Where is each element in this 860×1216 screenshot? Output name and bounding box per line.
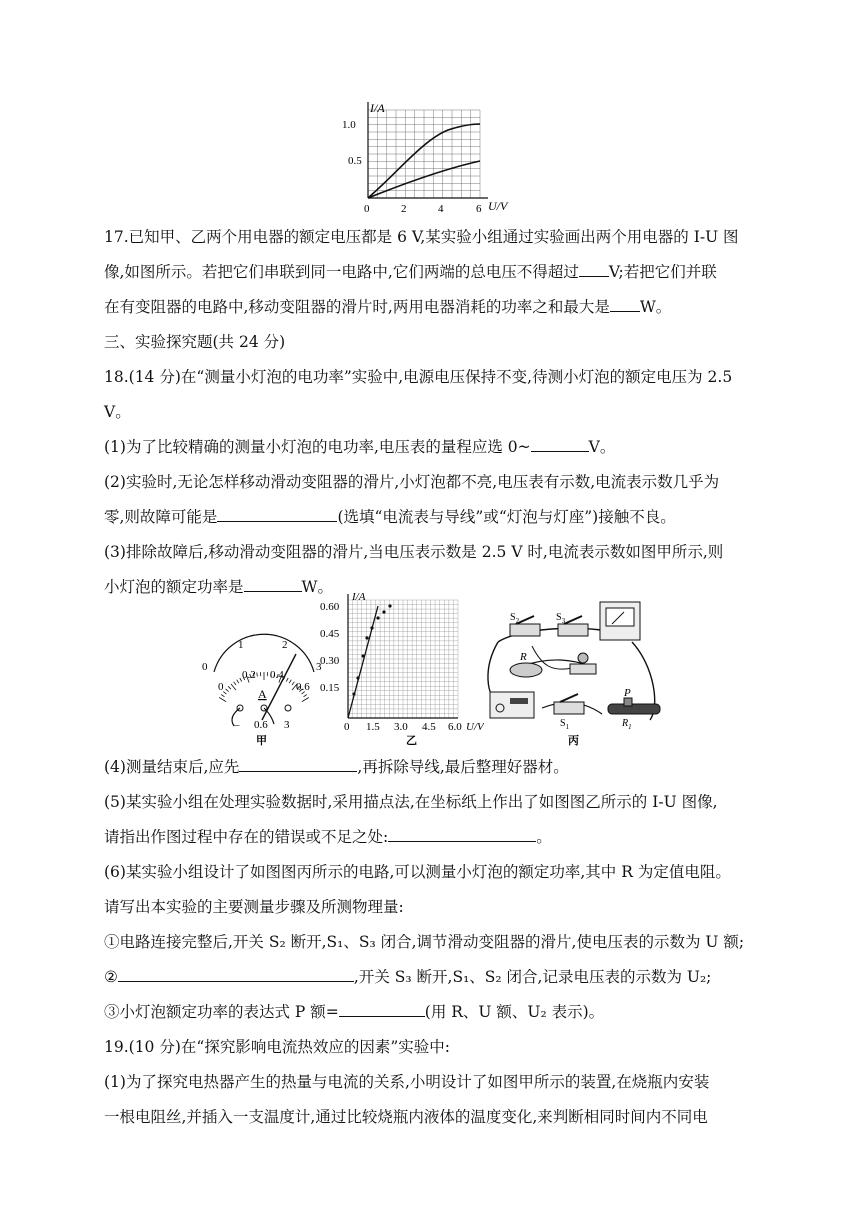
data-point [382,610,385,613]
answer-blank[interactable] [579,262,609,277]
q18-p4-text: (4)测量结束后,应先 [104,758,240,776]
q17-line3-text: 在有变阻器的电路中,移动变阻器的滑片时,两用电器消耗的功率之和最大是 [104,298,610,316]
circuit-figure-bing [482,596,668,746]
data-point [376,616,379,619]
q18-step3-tail: (用 R、U 额、U₂ 表示)。 [424,1003,605,1021]
switch-s2 [510,624,540,636]
x-tick: 2 [401,203,407,215]
switch-s3 [558,624,588,636]
scale-top-label: 2 [282,639,288,651]
q18-step2-text: ,开关 S₃ 断开,S₁、S₂ 闭合,记录电压表的示数为 U₂; [353,968,712,986]
q18-p5a: (5)某实验小组在处理实验数据时,采用描点法,在坐标纸上作出了如图图乙所示的 I-U 图像, [104,793,718,811]
power-supply [490,692,534,718]
q17-line2-text: 像,如图所示。若把它们串联到同一电路中,它们两端的总电压不得超过 [104,263,579,281]
x-axis-label: U/V [488,199,508,213]
q18-step2-num: ② [104,968,118,986]
lamp-holder [570,664,596,674]
scale-tick [292,682,294,685]
scale-tick [286,678,288,682]
x-axis-label: U/V [466,721,484,733]
scale-tick [223,692,226,695]
ammeter-needle [262,654,296,720]
x-tick: 0 [344,721,350,733]
q17-line2 [104,262,764,282]
terminal [285,705,291,711]
scale-bottom-label: 0 [218,681,224,693]
q18-p4-tail: ,再拆除导线,最后整理好器材。 [357,758,569,776]
x-tick: 0 [364,203,370,215]
scale-tick [231,684,236,690]
q18-step3-text: ③小灯泡额定功率的表达式 P 额= [104,1003,339,1021]
q17-line1: 17.已知甲、乙两个用电器的额定电压都是 6 V,某实验小组通过实验画出两个用电器的 I-U 图 [104,228,739,246]
data-point [365,636,368,639]
component-label: R [520,651,527,663]
scale-tick [302,698,309,702]
answer-blank[interactable] [610,297,640,312]
answer-blank[interactable] [217,507,337,522]
y-tick: 1.0 [342,119,356,131]
scale-top-label: 0 [202,661,208,673]
terminal-label: 3 [284,719,290,731]
rheostat-r1 [608,704,660,714]
q18-p3a: (3)排除故障后,移动滑动变阻器的滑片,当电压表示数是 2.5 V 时,电流表示数如图甲所示,则 [104,543,724,561]
y-tick: 0.60 [320,601,340,613]
x-tick: 1.5 [366,721,380,733]
scale-bottom-label: 0.6 [296,681,310,693]
y-tick: 0.5 [348,155,362,167]
data-point [352,692,355,695]
figure-caption: 丙 [568,735,579,746]
q18-p1-tail: V。 [588,438,616,456]
q18-p1 [104,437,764,457]
y-tick: 0.45 [320,628,340,640]
q19-line1: 19.(10 分)在“探究影响电流热效应的因素”实验中: [104,1038,450,1056]
q18-line1: 18.(14 分)在“测量小灯泡的电功率”实验中,电源电压保持不变,待测小灯泡的额定电压为 2.5 [104,368,733,386]
figure-caption: 甲 [256,735,267,746]
component-label: P [624,687,631,699]
q18-p3c-text: W。 [301,578,333,596]
x-tick: 4 [438,203,444,215]
q19-line2: (1)为了探究电热器产生的热量与电流的关系,小明设计了如图甲所示的装置,在烧瓶内安装 [104,1073,710,1091]
q18-p5c-text: 。 [536,828,552,846]
x-tick: 6 [476,203,482,215]
scale-top-label: 1 [238,639,244,651]
scale-tick [221,695,224,697]
resistor-r [510,663,542,677]
component-label: $R_1$ [622,718,632,731]
scale-tick [234,682,236,685]
scale-tick [304,695,307,697]
component-label: $S_3$ [556,612,566,625]
slider-p [624,698,632,706]
figure-caption: 乙 [406,735,417,746]
answer-blank[interactable] [244,577,302,592]
q18-p2a: (2)实验时,无论怎样移动滑动变阻器的滑片,小灯泡都不亮,电压表有示数,电流表示数几乎为 [104,473,720,491]
y-tick: 0.30 [320,655,340,667]
section-heading: 三、实验探究题(共 24 分) [104,333,286,351]
q17-line3-tail: W。 [639,298,672,316]
q18-line1b: V。 [104,403,131,421]
y-tick: 0.15 [320,682,340,694]
scale-tick [237,680,239,684]
answer-blank[interactable] [118,967,354,982]
q18-p1-text: (1)为了比较精确的测量小灯泡的电功率,电压表的量程应选 0~ [104,438,531,456]
scale-bottom-label: 0.4 [270,669,284,681]
q18-p2c-text: (选填“电流表与导线”或“灯泡与灯座”)接触不良。 [337,508,676,526]
data-point [388,604,391,607]
scale-tick [257,673,258,677]
q18-p6b: 请写出本实验的主要测量步骤及所测物理量: [104,898,404,916]
lamp-bulb [578,653,588,663]
scale-arc [214,634,314,672]
answer-blank[interactable] [239,757,357,772]
data-point [356,676,359,679]
ammeter-figure-jia [196,628,326,746]
component-label: $S_1$ [560,718,570,731]
q18-step2 [104,967,764,987]
data-point [370,626,373,629]
q18-step1: ①电路连接完整后,开关 S₂ 断开,S₁、S₃ 闭合,调节滑动变阻器的滑片,使电压表的示数为 U 额; [104,933,745,951]
answer-blank[interactable] [388,827,536,842]
y-axis-label: I/A [370,101,385,115]
q18-p5b-text: 请指出作图过程中存在的错误或不足之处: [104,828,389,846]
scale-bottom-label: 0.2 [242,669,256,681]
q18-p2b [104,507,764,527]
q18-p6a: (6)某实验小组设计了如图图丙所示的电路,可以测量小灯泡的额定功率,其中 R 为定值电阻。 [104,863,731,881]
scale-tick [228,686,231,689]
scale-tick [289,680,291,684]
x-tick: 4.5 [422,721,436,733]
terminal-label: 0.6 [254,719,268,731]
terminal-label: – [234,719,240,731]
iu-graph-yi [318,590,484,746]
switch-s1 [554,702,584,714]
q17-line3 [104,297,764,317]
scale-tick [226,689,229,692]
x-tick: 3.0 [394,721,408,733]
q19-line3: 一根电阻丝,并插入一支温度计,通过比较烧瓶内液体的温度变化,来判断相同时间内不同电 [104,1108,708,1126]
q17-line2-tail: V;若把它们并联 [608,263,717,281]
answer-blank[interactable] [531,437,589,452]
q18-p5b [104,827,764,847]
iu-graph-q17 [338,100,518,218]
q18-p4 [104,757,764,777]
scale-tick [219,698,226,702]
unit-label: A [258,687,267,701]
component-label: $S_2$ [510,612,520,625]
answer-blank[interactable] [339,1002,425,1017]
scale-top-label: 3 [316,661,322,673]
q18-step3 [104,1002,764,1022]
q18-p3b-text: 小灯泡的额定功率是 [104,578,244,596]
data-point [361,654,364,657]
q18-p2b-text: 零,则故障可能是 [104,508,218,526]
x-tick: 6.0 [448,721,462,733]
y-axis-label: I/A [352,591,366,603]
